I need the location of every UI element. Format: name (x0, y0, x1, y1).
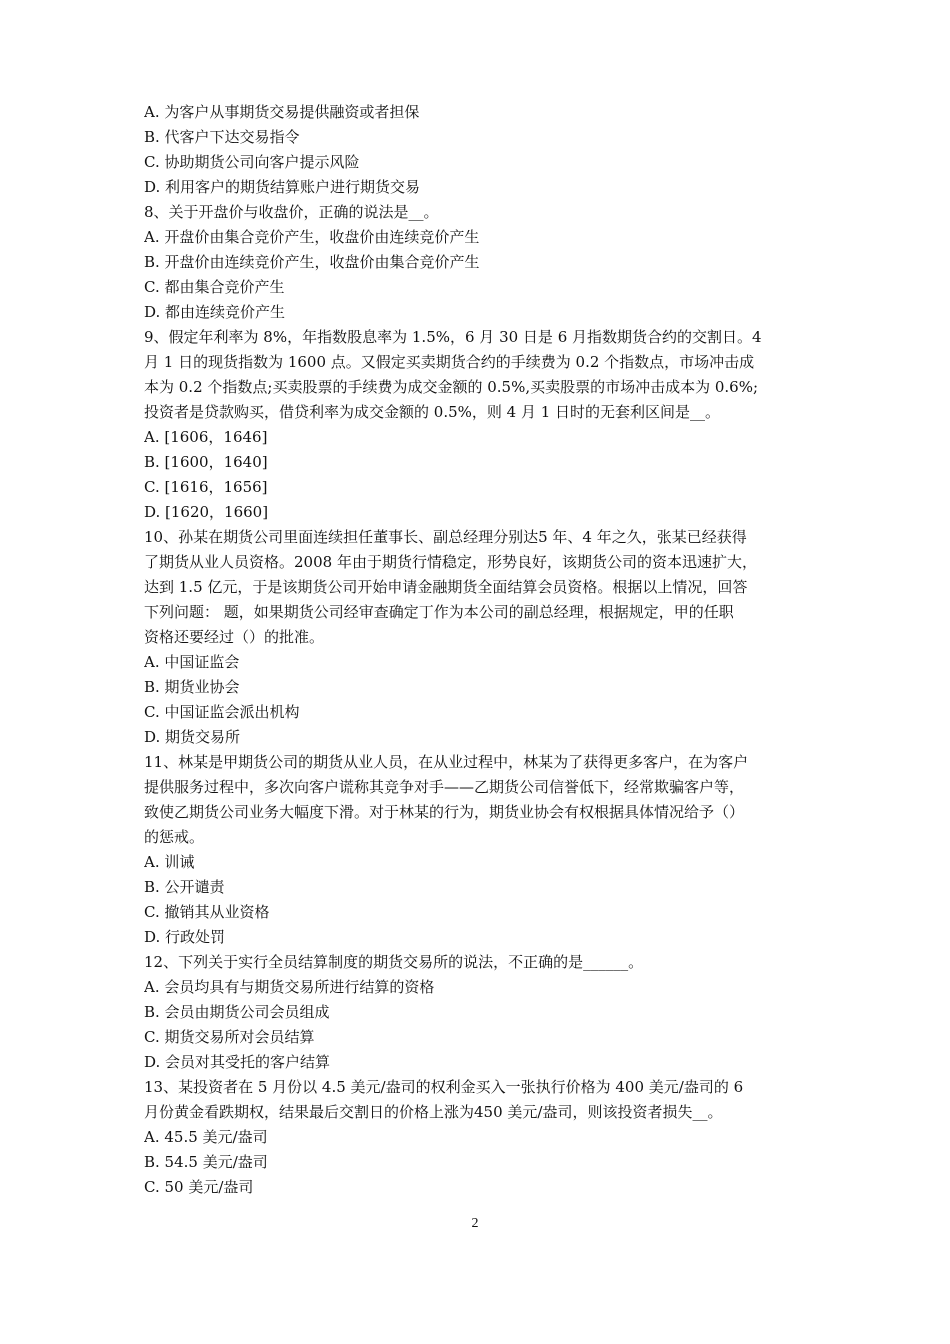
question-text-line: 投资者是贷款购买，借贷利率为成交金额的 0.5%，则 4 月 1 日时的无套利区间是__。 (144, 403, 721, 421)
question-text-line: 提供服务过程中，多次向客户谎称其竞争对手——乙期货公司信誉低下，经常欺骗客户等， (144, 778, 745, 796)
answer-option-line: A. 会员均具有与期货交易所进行结算的资格 (144, 978, 435, 996)
answer-option-line: C. 期货交易所对会员结算 (144, 1028, 315, 1046)
answer-option-line: C. 撤销其从业资格 (144, 903, 270, 921)
answer-option-line: A. [1606，1646] (144, 428, 268, 446)
question-text-line: 了期货从业人员资格。2008 年由于期货行情稳定，形势良好，该期货公司的资本迅速扩大， (144, 553, 757, 571)
answer-option-line: D. 利用客户的期货结算账户进行期货交易 (144, 178, 421, 196)
question-text-line: 资格还要经过（）的批准。 (144, 628, 325, 646)
answer-option-line: B. 公开谴责 (144, 878, 225, 896)
answer-option-line: B. [1600，1640] (144, 453, 268, 471)
answer-option-line: D. [1620，1660] (144, 503, 269, 521)
answer-option-line: A. 45.5 美元/盎司 (144, 1128, 268, 1146)
answer-option-line: D. 都由连续竞价产生 (144, 303, 286, 321)
question-text-line: 8、关于开盘价与收盘价，正确的说法是__。 (144, 203, 439, 221)
answer-option-line: B. 期货业协会 (144, 678, 240, 696)
answer-option-line: C. [1616，1656] (144, 478, 268, 496)
question-text-line: 的惩戒。 (144, 828, 205, 846)
question-text-line: 11、林某是甲期货公司的期货从业人员，在从业过程中，林某为了获得更多客户，在为客户 (144, 753, 749, 771)
answer-option-line: A. 训诫 (144, 853, 195, 871)
document-body (144, 100, 824, 1200)
question-text-line: 月份黄金看跌期权，结果最后交割日的价格上涨为450 美元/盎司，则该投资者损失__。 (144, 1103, 723, 1121)
answer-option-line: B. 54.5 美元/盎司 (144, 1153, 268, 1171)
answer-option-line: B. 会员由期货公司会员组成 (144, 1003, 330, 1021)
question-text-line: 12、下列关于实行全员结算制度的期货交易所的说法，不正确的是______。 (144, 953, 644, 971)
page-number: 2 (471, 1216, 479, 1231)
answer-option-line: D. 行政处罚 (144, 928, 226, 946)
question-text-line: 10、孙某在期货公司里面连续担任董事长、副总经理分别达5 年、4 年之久，张某已经获得 (144, 528, 747, 546)
answer-option-line: C. 协助期货公司向客户提示风险 (144, 153, 360, 171)
answer-option-line: B. 开盘价由连续竞价产生，收盘价由集合竞价产生 (144, 253, 480, 271)
question-text-line: 下列问题： 题，如果期货公司经审查确定丁作为本公司的副总经理，根据规定，甲的任职 (144, 603, 734, 621)
question-text-line: 致使乙期货公司业务大幅度下滑。对于林某的行为，期货业协会有权根据具体情况给予（） (144, 803, 745, 821)
answer-option-line: C. 都由集合竞价产生 (144, 278, 285, 296)
answer-option-line: D. 期货交易所 (144, 728, 241, 746)
answer-option-line: B. 代客户下达交易指令 (144, 128, 300, 146)
question-text-line: 9、假定年利率为 8%，年指数股息率为 1.5%，6 月 30 日是 6 月指数期货合约的交割日。4 (144, 328, 762, 346)
question-text-line: 达到 1.5 亿元，于是该期货公司开始申请金融期货全面结算会员资格。根据以上情况，回答 (144, 578, 748, 596)
answer-option-line: D. 会员对其受托的客户结算 (144, 1053, 331, 1071)
answer-option-line: A. 中国证监会 (144, 653, 240, 671)
answer-option-line: C. 中国证监会派出机构 (144, 703, 300, 721)
answer-option-line: A. 为客户从事期货交易提供融资或者担保 (144, 103, 420, 121)
answer-option-line: A. 开盘价由集合竞价产生，收盘价由连续竞价产生 (144, 228, 480, 246)
question-text-line: 月 1 日的现货指数为 1600 点。又假定买卖期货合约的手续费为 0.2 个指数点，市场冲击成 (144, 353, 755, 371)
question-text-line: 本为 0.2 个指数点;买卖股票的手续费为成交金额的 0.5%,买卖股票的市场冲击成本为 0.6%; (144, 378, 759, 396)
question-text-line: 13、某投资者在 5 月份以 4.5 美元/盎司的权利金买入一张执行价格为 400 美元/盎司的 6 (144, 1078, 744, 1096)
answer-option-line: C. 50 美元/盎司 (144, 1178, 254, 1196)
